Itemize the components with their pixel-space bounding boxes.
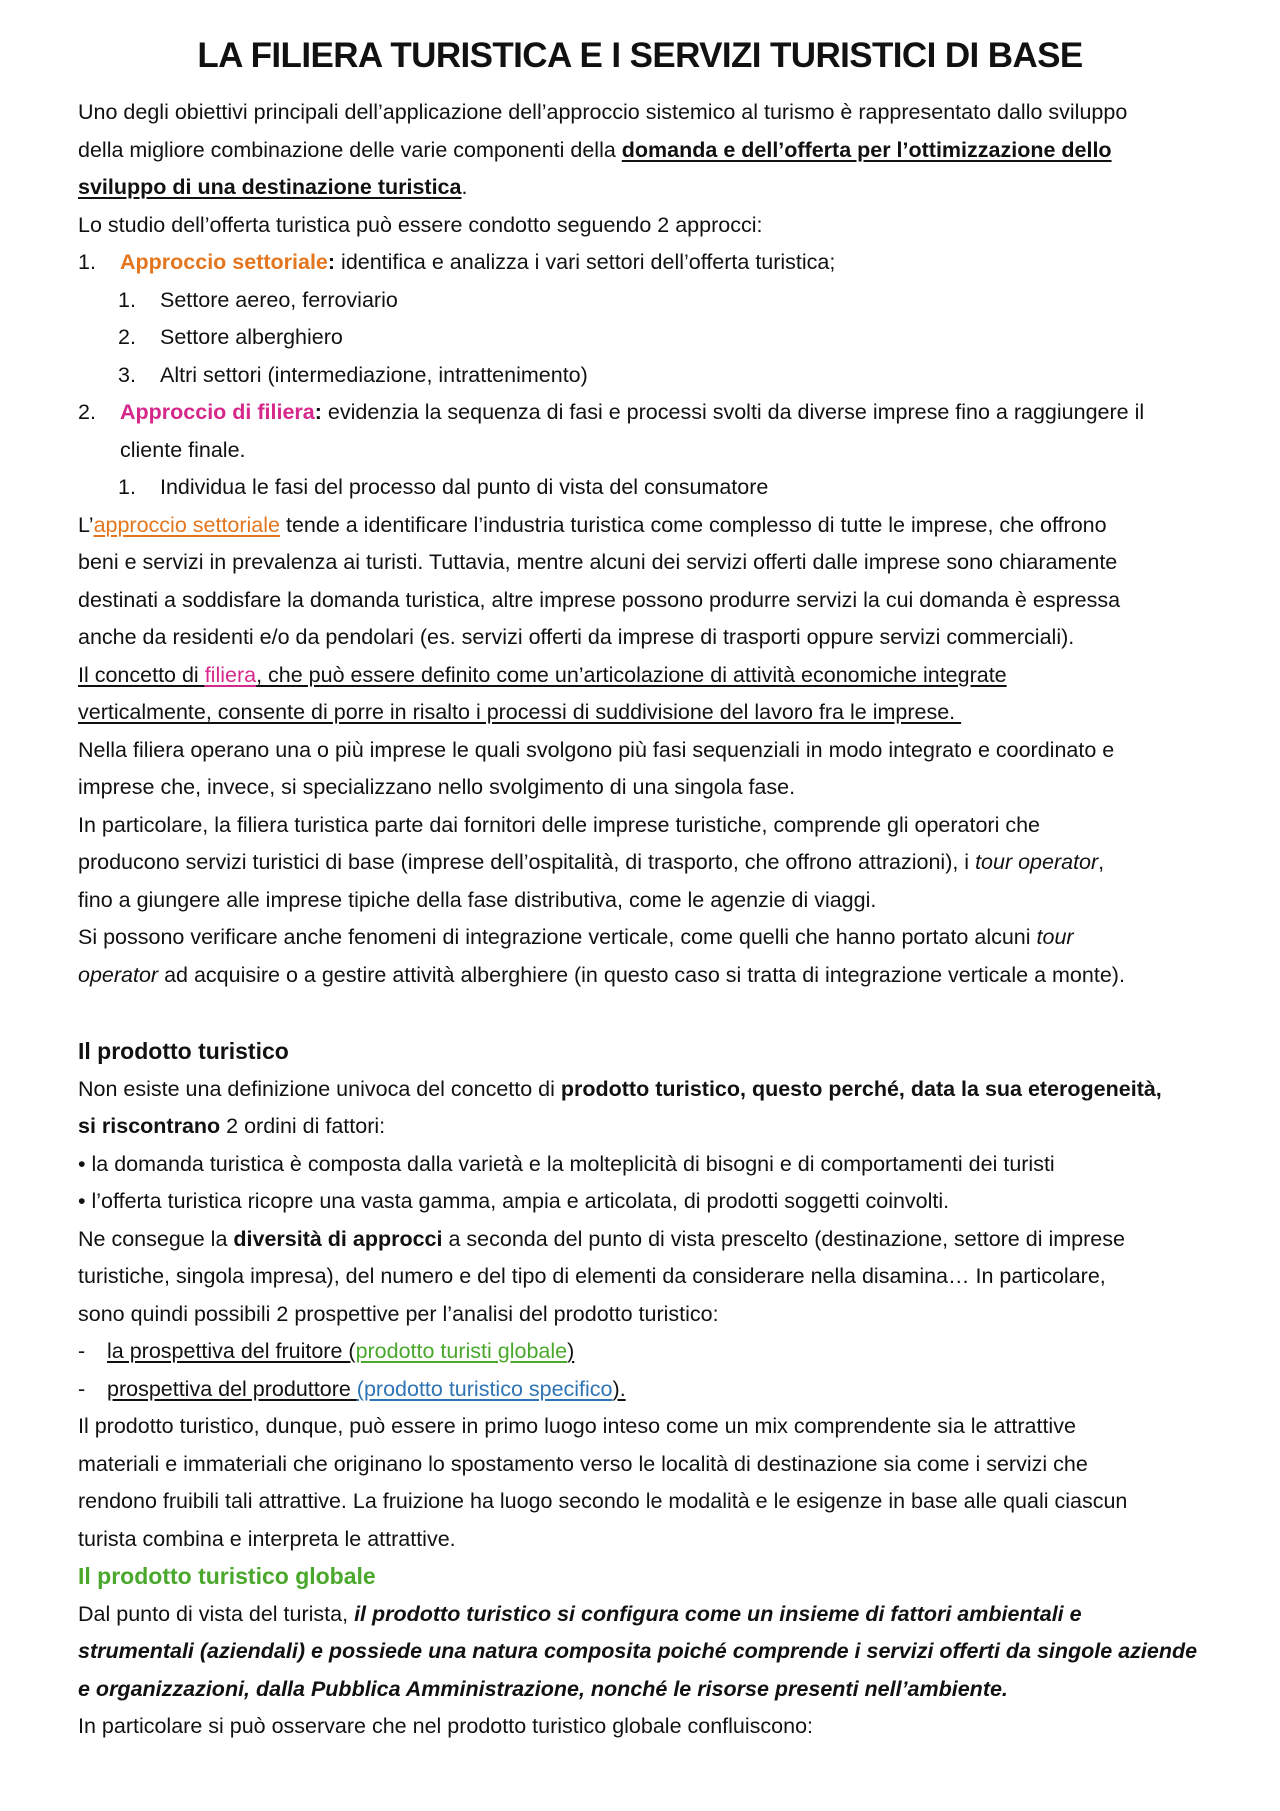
list-number: 1. — [118, 288, 136, 312]
text: ). — [612, 1377, 626, 1401]
dash-bullet: - — [78, 1339, 86, 1363]
paragraph-line — [78, 806, 1040, 844]
text: imprese che, invece, si specializzano nello svolgimento di una singola fase. — [78, 775, 796, 799]
paragraph-line — [78, 768, 795, 806]
bullet-item — [78, 1182, 949, 1220]
list-number: 2. — [118, 325, 136, 349]
text: In particolare si può osservare che nel prodotto turistico globale confluiscono: — [78, 1714, 813, 1738]
text: Il prodotto turistico, dunque, può essere in primo luogo inteso come un mix comprendente sia le attrattive — [78, 1414, 1076, 1438]
list-number: 2. — [78, 400, 96, 424]
paragraph-line — [78, 1707, 813, 1745]
paragraph-line — [78, 1407, 1076, 1445]
text: materiali e immateriali che originano lo spostamento verso le località di destinazione sia come i servizi che — [78, 1452, 1088, 1476]
bold-text: si riscontrano — [78, 1114, 221, 1138]
approach-label: Approccio di filiera — [120, 400, 315, 424]
text: tende a identificare l’industria turistica come complesso di tutte le imprese, che offrono — [280, 513, 1107, 537]
bold-italic-text: il prodotto turistico si configura come un insieme di fattori ambientali e — [354, 1602, 1082, 1626]
paragraph-line — [78, 618, 1074, 656]
text: • l’offerta turistica ricopre una vasta gamma, ampia e articolata, di prodotti soggetti coinvolti. — [78, 1189, 950, 1213]
page-title: LA FILIERA TURISTICA E I SERVIZI TURISTICI DI BASE — [197, 36, 1083, 75]
paragraph-line — [78, 656, 1007, 694]
text: : — [314, 400, 322, 424]
dash-item — [78, 1370, 626, 1408]
list-number: 1. — [118, 475, 136, 499]
dash-bullet: - — [78, 1377, 86, 1401]
section-heading: Il prodotto turistico — [78, 1038, 289, 1064]
text: Non esiste una definizione univoca del concetto di — [78, 1077, 561, 1101]
highlight-term: filiera — [204, 663, 257, 687]
text: , — [1098, 850, 1105, 874]
list-item — [78, 393, 1144, 431]
text: Individua le fasi del processo dal punto di vista del consumatore — [160, 475, 769, 499]
text: rendono fruibili tali attrattive. La fruizione ha luogo secondo le modalità e le esigenze in base alle quali ciascun — [78, 1489, 1128, 1513]
paragraph-line — [78, 1257, 1106, 1295]
text: la prospettiva del fruitore ( — [107, 1339, 356, 1363]
paragraph-line — [78, 581, 1120, 619]
text: verticalmente, consente di porre in risalto i processi di suddivisione del lavoro fra le imprese. — [78, 700, 962, 724]
text: . — [461, 175, 468, 199]
highlight-term: prodotto turisti globale — [355, 1339, 568, 1363]
text: turistiche, singola impresa), del numero e del tipo di elementi da considerare nella disamina… In particolare, — [78, 1264, 1106, 1288]
text: In particolare, la filiera turistica parte dai fornitori delle imprese turistiche, comprende gli operatori che — [78, 813, 1040, 837]
bold-text: prodotto turistico, questo perché, data la sua eterogeneità, — [560, 1077, 1162, 1101]
dash-item — [78, 1332, 574, 1370]
paragraph-line: strumentali (aziendali) e possiede una natura composita poiché comprende i servizi offerti da singole aziende — [78, 1639, 1198, 1663]
bullet-item — [78, 1145, 1055, 1183]
list-number: 3. — [118, 363, 136, 387]
paragraph-line — [78, 1107, 385, 1145]
paragraph-line — [78, 1220, 1125, 1258]
paragraph-line — [78, 881, 876, 919]
text: Uno degli obiettivi principali dell’applicazione dell’approccio sistemico al turismo è rappresentato dallo sviluppo — [78, 100, 1128, 124]
text: Altri settori (intermediazione, intrattenimento) — [160, 363, 588, 387]
text: turista combina e interpreta le attrattive. — [78, 1527, 456, 1551]
list-item — [78, 243, 835, 281]
paragraph-line — [78, 1295, 719, 1333]
text: fino a giungere alle imprese tipiche della fase distributiva, come le agenzie di viaggi. — [78, 888, 877, 912]
paragraph-line — [78, 131, 1112, 169]
text: Dal punto di vista del turista, — [78, 1602, 355, 1626]
text: evidenzia la sequenza di fasi e processi svolti da diverse imprese fino a raggiungere il — [321, 400, 1145, 424]
paragraph-line — [78, 93, 1127, 131]
text: prospettiva del produttore — [107, 1377, 357, 1401]
paragraph-line — [78, 1070, 1162, 1108]
text: Il concetto di — [78, 663, 205, 687]
text: ) — [567, 1339, 575, 1363]
text: ad acquisire o a gestire attività alberghiere (in questo caso si tratta di integrazione verticale a monte). — [158, 963, 1125, 987]
highlight-term: approccio settoriale — [93, 513, 280, 537]
text: , che può essere definito come un’articolazione di attività economiche integrate — [256, 663, 1007, 687]
italic-term: tour — [1036, 925, 1074, 949]
text: identifica e analizza i vari settori dell’offerta turistica; — [335, 250, 836, 274]
italic-term: operator — [78, 963, 159, 987]
paragraph-line — [78, 168, 467, 206]
approach-label: Approccio settoriale — [120, 250, 328, 274]
text: destinati a soddisfare la domanda turistica, altre imprese possono produrre servizi la cui domanda è espressa — [78, 588, 1121, 612]
text: Settore alberghiero — [160, 325, 343, 349]
text: sono quindi possibili 2 prospettive per l’analisi del prodotto turistico: — [78, 1302, 719, 1326]
text: beni e servizi in prevalenza ai turisti. Tuttavia, mentre alcuni dei servizi offerti dalle imprese sono chiaramente — [78, 550, 1118, 574]
paragraph-line — [78, 543, 1117, 581]
text: Ne consegue la — [78, 1227, 234, 1251]
paragraph-line — [78, 1595, 1082, 1633]
paragraph-line — [78, 206, 762, 244]
list-number: 1. — [78, 250, 96, 274]
list-item-continuation — [120, 431, 246, 469]
text: Lo studio dell’offerta turistica può essere condotto seguendo 2 approcci: — [78, 213, 763, 237]
paragraph-line — [78, 918, 1074, 956]
emphasis-text: sviluppo di una destinazione turistica — [78, 175, 462, 199]
paragraph-line — [78, 506, 1107, 544]
text: cliente finale. — [120, 438, 246, 462]
text: anche da residenti e/o da pendolari (es. servizi offerti da imprese di trasporti oppure servizi commerciali). — [78, 625, 1075, 649]
text: della migliore combinazione delle varie componenti della — [78, 138, 622, 162]
text: Settore aereo, ferroviario — [160, 288, 398, 312]
text: Nella filiera operano una o più imprese le quali svolgono più fasi sequenziali in modo integrato e coordinato e — [78, 738, 1115, 762]
sub-list-item — [118, 318, 343, 356]
text: 2 ordini di fattori: — [220, 1114, 386, 1138]
paragraph-line — [78, 1482, 1127, 1520]
paragraph-line — [78, 1445, 1088, 1483]
text: • la domanda turistica è composta dalla varietà e la molteplicità di bisogni e di comportamenti dei turisti — [78, 1152, 1055, 1176]
text: a seconda del punto di vista prescelto (destinazione, settore di imprese — [442, 1227, 1125, 1251]
paragraph-line — [78, 843, 1104, 881]
paragraph-line — [78, 731, 1114, 769]
text: L’ — [78, 513, 94, 537]
section-heading: Il prodotto turistico globale — [78, 1563, 376, 1589]
sub-list-item — [118, 281, 398, 319]
paragraph-line — [78, 693, 961, 731]
paragraph-line — [78, 1520, 456, 1558]
sub-list-item — [118, 468, 768, 506]
emphasis-text: domanda e dell’offerta per l’ottimizzazione dello — [621, 138, 1112, 162]
text: : — [327, 250, 336, 274]
italic-term: tour operator — [975, 850, 1099, 874]
paragraph-line — [78, 956, 1125, 994]
paragraph-line: e organizzazioni, dalla Pubblica Amministrazione, nonché le risorse presenti nell’ambiente. — [78, 1677, 1008, 1701]
sub-list-item — [118, 356, 588, 394]
highlight-term: (prodotto turistico specifico — [356, 1377, 613, 1401]
bold-text: diversità di approcci — [233, 1227, 443, 1251]
text: Si possono verificare anche fenomeni di integrazione verticale, come quelli che hanno portato alcuni — [78, 925, 1037, 949]
text: producono servizi turistici di base (imprese dell’ospitalità, di trasporto, che offrono attrazioni), i — [78, 850, 976, 874]
